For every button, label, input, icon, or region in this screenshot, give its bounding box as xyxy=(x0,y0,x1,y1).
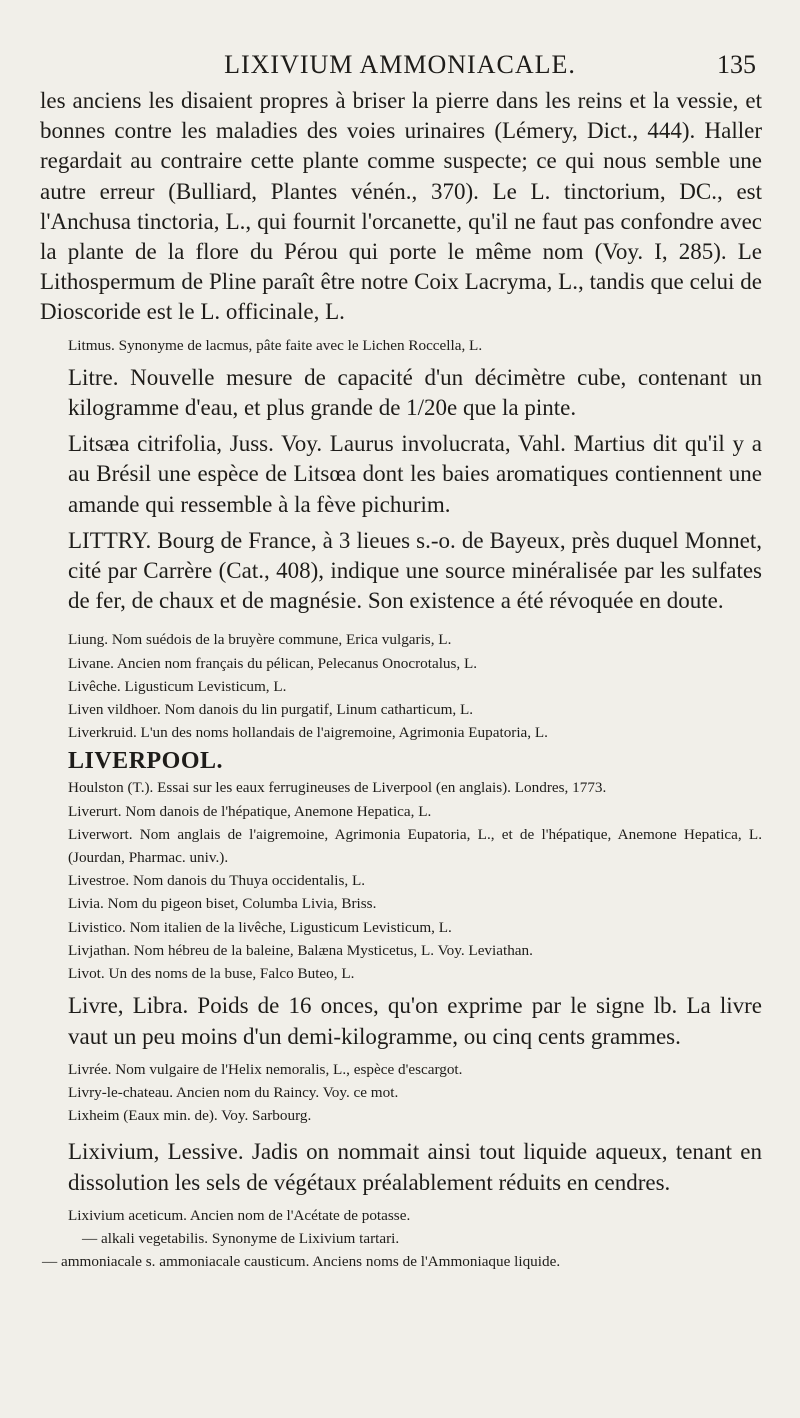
entry-littry: LITTRY. Bourg de France, à 3 lieues s.-o. de Bayeux, près duquel Monnet, cité par Carrère (Cat., 408), indique une source minéralisée par les sulfates de fer, de chaux et de magnésie. Son existence a été révoquée en doute. xyxy=(68,527,762,614)
entry-houlston: Houlston (T.). Essai sur les eaux ferrugineuses de Liverpool (en anglais). Londres, 1773. xyxy=(68,779,607,797)
running-title: LIXIVIUM AMMONIACALE. xyxy=(224,50,576,79)
entry-livane: Livane. Ancien nom français du pélican, Pelecanus Onocrotalus, L. xyxy=(68,654,478,672)
entry-liven: Liven vildhoer. Nom danois du lin purgatif, Linum catharticum, L. xyxy=(68,701,474,719)
entry-liverwort: Liverwort. Nom anglais de l'aigremoine, Agrimonia Eupatoria, L., et de l'hépatique, Anemone Hepatica, L. (Jourdan, Pharmac. univ.). xyxy=(68,825,762,867)
entry-liverpool-title: LIVERPOOL. xyxy=(68,748,224,775)
entry-livistico: Livistico. Nom italien de la livêche, Ligusticum Levisticum, L. xyxy=(68,918,452,936)
entry-litsaea: Litsæa citrifolia, Juss. Voy. Laurus involucrata, Vahl. Martius dit qu'il y a au Brésil une espèce de Litsœa dont les baies aromatiques contiennent une amande qui ressemble à la fève pichurim. xyxy=(68,431,762,517)
entry-livree: Livrée. Nom vulgaire de l'Helix nemoralis, L., espèce d'escargot. xyxy=(68,1060,463,1078)
entry-livjathan: Livjathan. Nom hébreu de la baleine, Balæna Mysticetus, L. Voy. Leviathan. xyxy=(68,941,533,959)
entry-lixivium-ammoniacale: — ammoniacale s. ammoniacale causticum. Anciens noms de l'Ammoniaque liquide. xyxy=(42,1253,561,1271)
entry-livre: Livre, Libra. Poids de 16 onces, qu'on exprime par le signe lb. La livre vaut un peu moins d'un demi-kilogramme, ou cinq cents grammes. xyxy=(68,993,762,1049)
entry-litmus: Litmus. Synonyme de lacmus, pâte faite avec le Lichen Roccella, L. xyxy=(68,336,483,354)
entry-livry: Livry-le-chateau. Ancien nom du Raincy. Voy. ce mot. xyxy=(68,1083,399,1101)
page-header xyxy=(0,50,800,84)
entry-lead: les anciens les disaient propres à briser la pierre dans les reins et la vessie, et bonnes contre les maladies des voies urinaires (Lémery, Dict., 444). Haller regardait au contraire cette plante comme suspecte; ce qui nous semble une autre erreur (Bulliard, Plantes vénén., 370). Le L. tinctorium, DC., est l'Anchusa tinctoria, L., qui fournit l'orcanette, qu'il ne faut pas confondre avec la plante de la flore du Pérou qui porte le même nom (Voy. I, 285). Le Lithospermum de Pline paraît être notre Coix Lacryma, L., tandis que celui de Dioscoride est le L. officinale, L. xyxy=(40,88,762,325)
entry-liverkruid: Liverkruid. L'un des noms hollandais de l'aigremoine, Agrimonia Eupatoria, L. xyxy=(68,724,548,742)
entry-lixivium-aceticum: Lixivium aceticum. Ancien nom de l'Acétate de potasse. xyxy=(68,1206,411,1224)
entry-livestroe: Livestroe. Nom danois du Thuya occidentalis, L. xyxy=(68,872,366,890)
entry-litre: Litre. Nouvelle mesure de capacité d'un décimètre cube, contenant un kilogramme d'eau, et plus grande de 1/20e que la pinte. xyxy=(68,364,762,421)
entry-lixheim: Lixheim (Eaux min. de). Voy. Sarbourg. xyxy=(68,1107,312,1125)
entry-livia: Livia. Nom du pigeon biset, Columba Livia, Briss. xyxy=(68,895,377,913)
page-body xyxy=(40,86,762,1273)
entry-liveche: Livêche. Ligusticum Levisticum, L. xyxy=(68,677,287,695)
entry-liverurt: Liverurt. Nom danois de l'hépatique, Anemone Hepatica, L. xyxy=(68,802,432,820)
entry-livot: Livot. Un des noms de la buse, Falco Buteo, L. xyxy=(68,965,355,983)
page-number: 135 xyxy=(717,50,756,79)
entry-lixivium-alkali: — alkali vegetabilis. Synonyme de Lixivium tartari. xyxy=(82,1229,400,1247)
entry-lixivium: Lixivium, Lessive. Jadis on nommait ainsi tout liquide aqueux, tenant en dissolution les sels de végétaux préalablement réduits en cendres. xyxy=(68,1139,762,1195)
entry-liung: Liung. Nom suédois de la bruyère commune, Erica vulgaris, L. xyxy=(68,631,452,649)
